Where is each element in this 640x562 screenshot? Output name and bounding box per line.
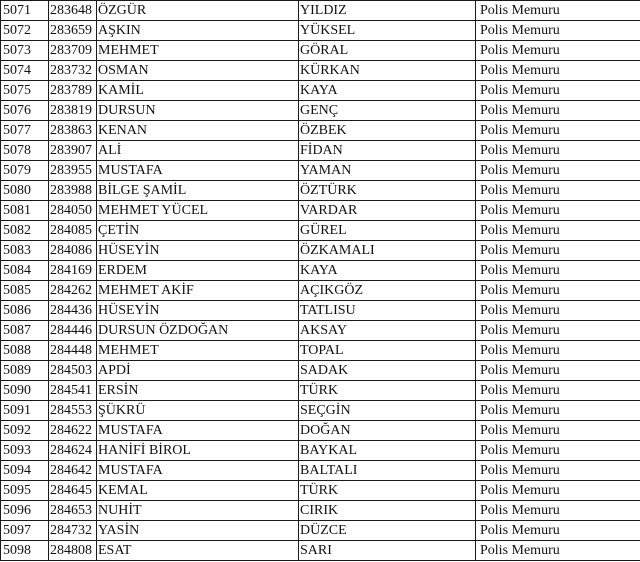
surname-cell: KAYA — [299, 81, 476, 101]
table-row — [1, 141, 640, 161]
job-title-cell: Polis Memuru — [476, 421, 640, 441]
surname-cell: GÖRAL — [299, 41, 476, 61]
job-title-cell: Polis Memuru — [476, 141, 640, 161]
surname-cell: BAYKAL — [299, 441, 476, 461]
first-name-cell: NUHİT — [97, 501, 299, 521]
job-title-cell: Polis Memuru — [476, 201, 640, 221]
registry-id-cell: 284732 — [49, 521, 97, 541]
row-number-cell: 5075 — [1, 81, 49, 101]
registry-id-cell: 284448 — [49, 341, 97, 361]
registry-id-cell: 283789 — [49, 81, 97, 101]
job-title-cell: Polis Memuru — [476, 501, 640, 521]
surname-cell: ÖZBEK — [299, 121, 476, 141]
registry-id-cell: 284624 — [49, 441, 97, 461]
table-row — [1, 1, 640, 21]
table-row — [1, 461, 640, 481]
job-title-cell: Polis Memuru — [476, 21, 640, 41]
table-row — [1, 421, 640, 441]
first-name-cell: BİLGE ŞAMİL — [97, 181, 299, 201]
registry-id-cell: 284653 — [49, 501, 97, 521]
job-title-cell: Polis Memuru — [476, 381, 640, 401]
job-title-cell: Polis Memuru — [476, 241, 640, 261]
row-number-cell: 5090 — [1, 381, 49, 401]
table-body — [1, 1, 640, 561]
table-row — [1, 41, 640, 61]
surname-cell: BALTALI — [299, 461, 476, 481]
first-name-cell: DURSUN ÖZDOĞAN — [97, 321, 299, 341]
first-name-cell: ERSİN — [97, 381, 299, 401]
surname-cell: TÜRK — [299, 381, 476, 401]
row-number-cell: 5095 — [1, 481, 49, 501]
row-number-cell: 5074 — [1, 61, 49, 81]
first-name-cell: KEMAL — [97, 481, 299, 501]
row-number-cell: 5079 — [1, 161, 49, 181]
surname-cell: GÜREL — [299, 221, 476, 241]
first-name-cell: ALİ — [97, 141, 299, 161]
job-title-cell: Polis Memuru — [476, 401, 640, 421]
surname-cell: AÇIKGÖZ — [299, 281, 476, 301]
row-number-cell: 5088 — [1, 341, 49, 361]
first-name-cell: MEHMET YÜCEL — [97, 201, 299, 221]
registry-id-cell: 284808 — [49, 541, 97, 561]
table-row — [1, 401, 640, 421]
job-title-cell: Polis Memuru — [476, 321, 640, 341]
table-row — [1, 241, 640, 261]
row-number-cell: 5087 — [1, 321, 49, 341]
job-title-cell: Polis Memuru — [476, 441, 640, 461]
registry-id-cell: 284262 — [49, 281, 97, 301]
first-name-cell: ERDEM — [97, 261, 299, 281]
surname-cell: TÜRK — [299, 481, 476, 501]
registry-id-cell: 283709 — [49, 41, 97, 61]
job-title-cell: Polis Memuru — [476, 1, 640, 21]
first-name-cell: HANİFİ BİROL — [97, 441, 299, 461]
first-name-cell: MUSTAFA — [97, 421, 299, 441]
table-row — [1, 61, 640, 81]
first-name-cell: ŞÜKRÜ — [97, 401, 299, 421]
surname-cell: GENÇ — [299, 101, 476, 121]
job-title-cell: Polis Memuru — [476, 461, 640, 481]
registry-id-cell: 284622 — [49, 421, 97, 441]
first-name-cell: OSMAN — [97, 61, 299, 81]
job-title-cell: Polis Memuru — [476, 181, 640, 201]
registry-id-cell: 284553 — [49, 401, 97, 421]
registry-id-cell: 284446 — [49, 321, 97, 341]
registry-id-cell: 283819 — [49, 101, 97, 121]
row-number-cell: 5093 — [1, 441, 49, 461]
row-number-cell: 5077 — [1, 121, 49, 141]
row-number-cell: 5076 — [1, 101, 49, 121]
table-row — [1, 481, 640, 501]
registry-id-cell: 284086 — [49, 241, 97, 261]
surname-cell: TOPAL — [299, 341, 476, 361]
registry-id-cell: 283955 — [49, 161, 97, 181]
table-row — [1, 361, 640, 381]
surname-cell: ÖZKAMALI — [299, 241, 476, 261]
row-number-cell: 5096 — [1, 501, 49, 521]
job-title-cell: Polis Memuru — [476, 261, 640, 281]
registry-id-cell: 284050 — [49, 201, 97, 221]
table-row — [1, 161, 640, 181]
row-number-cell: 5080 — [1, 181, 49, 201]
row-number-cell: 5089 — [1, 361, 49, 381]
row-number-cell: 5083 — [1, 241, 49, 261]
registry-id-cell: 283659 — [49, 21, 97, 41]
job-title-cell: Polis Memuru — [476, 341, 640, 361]
surname-cell: SARI — [299, 541, 476, 561]
registry-id-cell: 283988 — [49, 181, 97, 201]
surname-cell: VARDAR — [299, 201, 476, 221]
first-name-cell: HÜSEYİN — [97, 241, 299, 261]
first-name-cell: MUSTAFA — [97, 161, 299, 181]
table-row — [1, 281, 640, 301]
job-title-cell: Polis Memuru — [476, 101, 640, 121]
row-number-cell: 5098 — [1, 541, 49, 561]
table-row — [1, 321, 640, 341]
job-title-cell: Polis Memuru — [476, 301, 640, 321]
surname-cell: SEÇGİN — [299, 401, 476, 421]
first-name-cell: KAMİL — [97, 81, 299, 101]
first-name-cell: MEHMET AKİF — [97, 281, 299, 301]
row-number-cell: 5092 — [1, 421, 49, 441]
row-number-cell: 5094 — [1, 461, 49, 481]
job-title-cell: Polis Memuru — [476, 521, 640, 541]
row-number-cell: 5091 — [1, 401, 49, 421]
registry-id-cell: 284642 — [49, 461, 97, 481]
surname-cell: CIRIK — [299, 501, 476, 521]
table-row — [1, 261, 640, 281]
job-title-cell: Polis Memuru — [476, 361, 640, 381]
registry-id-cell: 283732 — [49, 61, 97, 81]
table-row — [1, 381, 640, 401]
table-row — [1, 501, 640, 521]
table-row — [1, 101, 640, 121]
surname-cell: AKSAY — [299, 321, 476, 341]
surname-cell: YILDIZ — [299, 1, 476, 21]
job-title-cell: Polis Memuru — [476, 541, 640, 561]
surname-cell: KAYA — [299, 261, 476, 281]
table-row — [1, 521, 640, 541]
row-number-cell: 5078 — [1, 141, 49, 161]
first-name-cell: MUSTAFA — [97, 461, 299, 481]
job-title-cell: Polis Memuru — [476, 481, 640, 501]
table-row — [1, 201, 640, 221]
first-name-cell: ÖZGÜR — [97, 1, 299, 21]
job-title-cell: Polis Memuru — [476, 61, 640, 81]
job-title-cell: Polis Memuru — [476, 121, 640, 141]
row-number-cell: 5086 — [1, 301, 49, 321]
first-name-cell: ÇETİN — [97, 221, 299, 241]
first-name-cell: APDİ — [97, 361, 299, 381]
job-title-cell: Polis Memuru — [476, 81, 640, 101]
table-row — [1, 81, 640, 101]
job-title-cell: Polis Memuru — [476, 161, 640, 181]
table-row — [1, 341, 640, 361]
first-name-cell: HÜSEYİN — [97, 301, 299, 321]
registry-id-cell: 283863 — [49, 121, 97, 141]
first-name-cell: MEHMET — [97, 41, 299, 61]
job-title-cell: Polis Memuru — [476, 281, 640, 301]
registry-id-cell: 284503 — [49, 361, 97, 381]
row-number-cell: 5081 — [1, 201, 49, 221]
row-number-cell: 5085 — [1, 281, 49, 301]
row-number-cell: 5084 — [1, 261, 49, 281]
registry-id-cell: 283907 — [49, 141, 97, 161]
row-number-cell: 5071 — [1, 1, 49, 21]
first-name-cell: AŞKIN — [97, 21, 299, 41]
table-row — [1, 441, 640, 461]
surname-cell: DOĞAN — [299, 421, 476, 441]
surname-cell: ÖZTÜRK — [299, 181, 476, 201]
registry-id-cell: 284436 — [49, 301, 97, 321]
row-number-cell: 5073 — [1, 41, 49, 61]
first-name-cell: MEHMET — [97, 341, 299, 361]
row-number-cell: 5097 — [1, 521, 49, 541]
surname-cell: KÜRKAN — [299, 61, 476, 81]
table-row — [1, 121, 640, 141]
job-title-cell: Polis Memuru — [476, 221, 640, 241]
first-name-cell: ESAT — [97, 541, 299, 561]
first-name-cell: DURSUN — [97, 101, 299, 121]
row-number-cell: 5082 — [1, 221, 49, 241]
table-row — [1, 221, 640, 241]
surname-cell: FİDAN — [299, 141, 476, 161]
table-row — [1, 181, 640, 201]
table-row — [1, 541, 640, 561]
table-row — [1, 21, 640, 41]
job-title-cell: Polis Memuru — [476, 41, 640, 61]
table-row — [1, 301, 640, 321]
first-name-cell: KENAN — [97, 121, 299, 141]
registry-id-cell: 284169 — [49, 261, 97, 281]
registry-id-cell: 283648 — [49, 1, 97, 21]
first-name-cell: YASİN — [97, 521, 299, 541]
surname-cell: SADAK — [299, 361, 476, 381]
row-number-cell: 5072 — [1, 21, 49, 41]
registry-id-cell: 284645 — [49, 481, 97, 501]
surname-cell: TATLISU — [299, 301, 476, 321]
registry-id-cell: 284541 — [49, 381, 97, 401]
surname-cell: YÜKSEL — [299, 21, 476, 41]
surname-cell: DÜZCE — [299, 521, 476, 541]
registry-id-cell: 284085 — [49, 221, 97, 241]
surname-cell: YAMAN — [299, 161, 476, 181]
